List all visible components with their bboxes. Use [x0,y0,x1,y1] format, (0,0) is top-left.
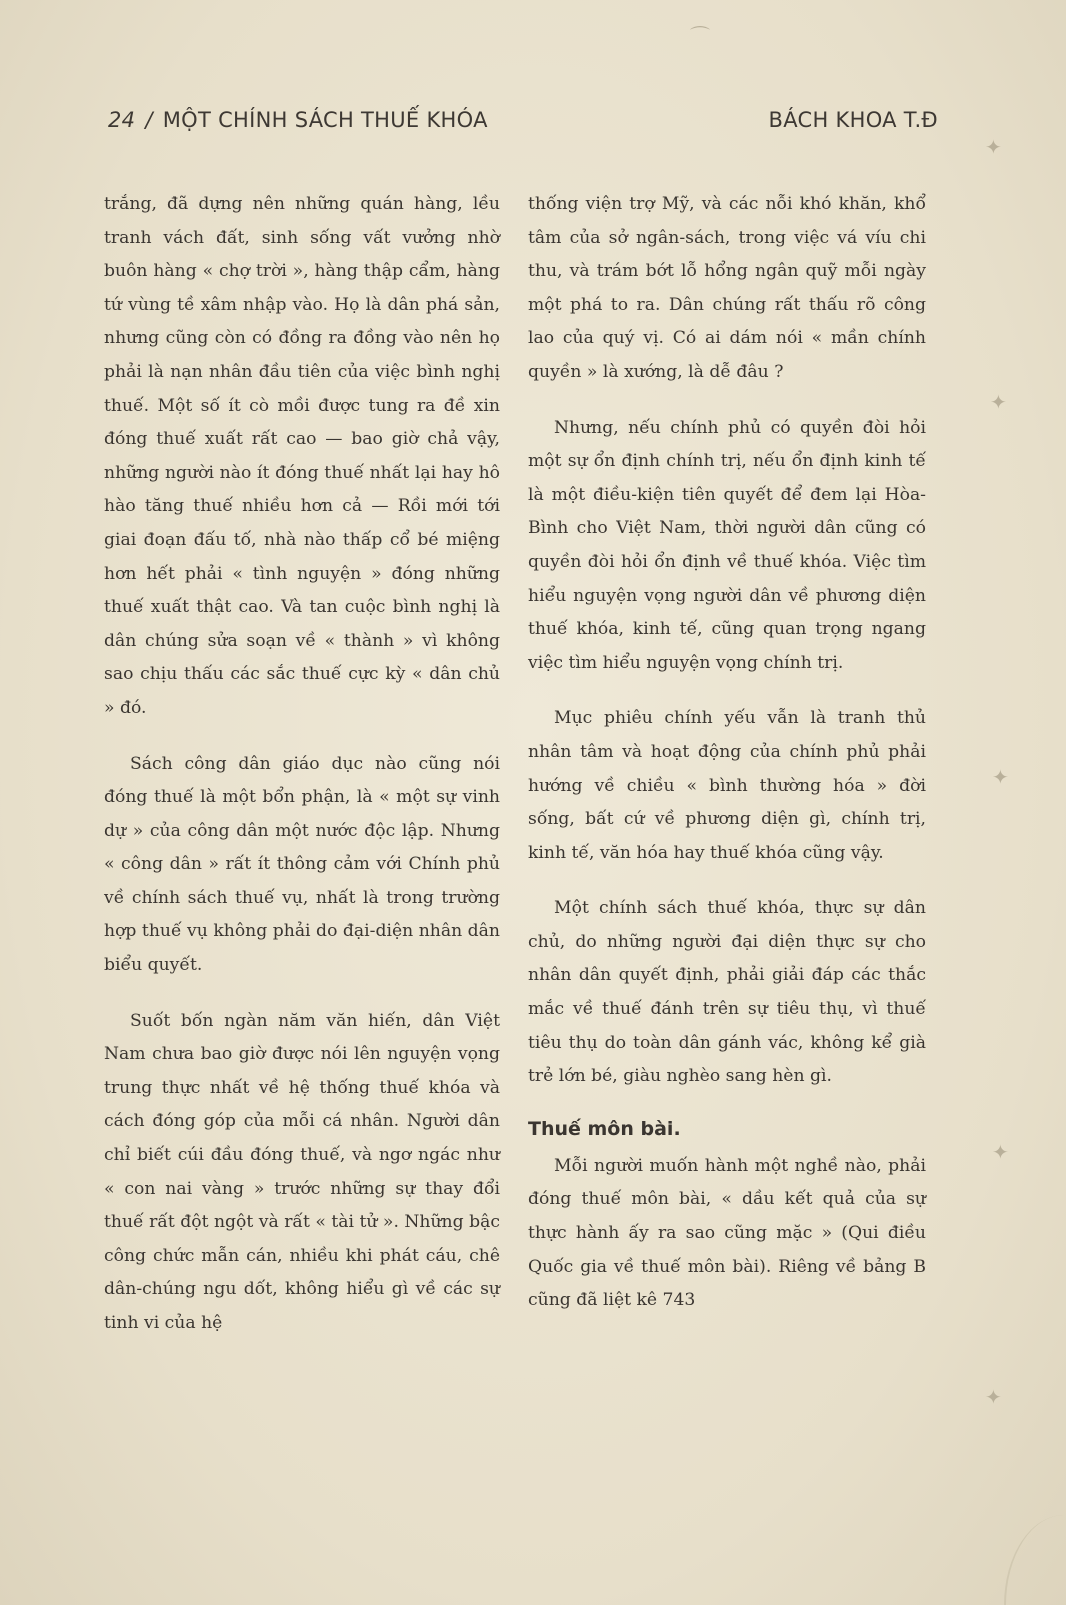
left-column [104,188,500,1341]
margin-mark: ✦ [985,1385,1002,1409]
margin-mark: ✦ [985,135,1002,159]
margin-mark: ✦ [990,390,1007,414]
paragraph: Mỗi người muốn hành một nghề nào, phải đóng thuế môn bài, « dầu kết quả của sự thực hành ấy ra sao cũng mặc » (Qui điều Quốc gia về thuế môn bài). Riêng về bảng B cũng đã liệt kê 743 [528,1155,926,1311]
publication-name: BÁCH KHOA T.Đ [768,108,938,132]
header-separator: / [145,108,153,132]
page-number: 24 [108,108,136,132]
stain-mark: ⌒ [690,24,710,48]
paragraph: trắng, đã dựng nên những quán hàng, lều tranh vách đất, sinh sống vất vưởng nhờ buôn hàng « chợ trời », hàng thập cẩm, hàng tứ vùng tề xâm nhập vào. Họ là dân phá sản, nhưng cũng còn có đồng ra đồng vào nên họ phải là nạn nhân đầu tiên của việc bình nghị thuế. Một số ít cò mồi được tung ra đề xin đóng thuế xuất rất cao — bao giờ chả vậy, những người nào ít đóng thuế nhất lại hay hô hào tăng thuế nhiều hơn cả — Rồi mới tới giai đoạn đấu tố, nhà nào thấp cổ bé miệng hơn hết phải « tình nguyện » đóng những thuế xuất thật cao. Và tan cuộc bình nghị là dân chúng sửa soạn về « thành » vì không sao chịu thấu các sắc thuế cực kỳ « dân chủ » đó. [104,194,500,718]
running-header [108,108,938,132]
header-left [108,108,488,132]
article-title: MỘT CHÍNH SÁCH THUẾ KHÓA [162,108,488,132]
paragraph: Sách công dân giáo dục nào cũng nói đóng thuế là một bổn phận, là « một sự vinh dự » của công dân một nước độc lập. Nhưng « công dân » rất ít thông cảm với Chính phủ về chính sách thuế vụ, nhất là trong trường hợp thuế vụ không phải do đại-diện nhân dân biểu quyết. [104,753,500,976]
margin-mark: ✦ [992,765,1009,789]
paragraph: Một chính sách thuế khóa, thực sự dân chủ, do những người đại diện thực sự cho nhân dân quyết định, phải giải đáp các thắc mắc về thuế đánh trên sự tiêu thụ, vì thuế tiêu thụ do toàn dân gánh vác, không kể già trẻ lớn bé, giàu nghèo sang hèn gì. [528,898,926,1087]
margin-mark: ✦ [992,1140,1009,1164]
paragraph: Mục phiêu chính yếu vẫn là tranh thủ nhân tâm và hoạt động của chính phủ phải hướng về chiều « bình thường hóa » đời sống, bất cứ về phương diện gì, chính trị, kinh tế, văn hóa hay thuế khóa cũng vậy. [528,708,926,863]
paragraph: thống viện trợ Mỹ, và các nỗi khó khăn, khổ tâm của sở ngân-sách, trong việc vá víu chi thu, và trám bớt lỗ hổng ngân quỹ mỗi ngày một phá to ra. Dân chúng rất thấu rõ công lao của quý vị. Có ai dám nói « mần chính quyền » là xướng, là dễ đâu ? [528,194,926,382]
paragraph: Nhưng, nếu chính phủ có quyền đòi hỏi một sự ổn định chính trị, nếu ổn định kinh tế là một điều-kiện tiên quyết để đem lại Hòa-Bình cho Việt Nam, thời người dân cũng có quyền đòi hỏi ổn định về thuế khóa. Việc tìm hiểu nguyện vọng người dân về phương diện thuế khóa, kinh tế, cũng quan trọng ngang việc tìm hiểu nguyện vọng chính trị. [528,417,926,673]
paragraph: Suốt bốn ngàn năm văn hiến, dân Việt Nam chưa bao giờ được nói lên nguyện vọng trung thực nhất về hệ thống thuế khóa và cách đóng góp của mỗi cá nhân. Người dân chỉ biết cúi đầu đóng thuế, và ngơ ngác như « con nai vàng » trước những sự thay đổi thuế rất đột ngột và rất « tài tử ». Những bậc công chức mẫn cán, nhiều khi phát cáu, chê dân-chúng ngu dốt, không hiểu gì về các sự tinh vi của hệ [104,1010,500,1333]
right-column [528,188,926,1318]
section-subheading: Thuế môn bài. [528,1117,681,1140]
page-corner-curl [1004,1515,1066,1605]
